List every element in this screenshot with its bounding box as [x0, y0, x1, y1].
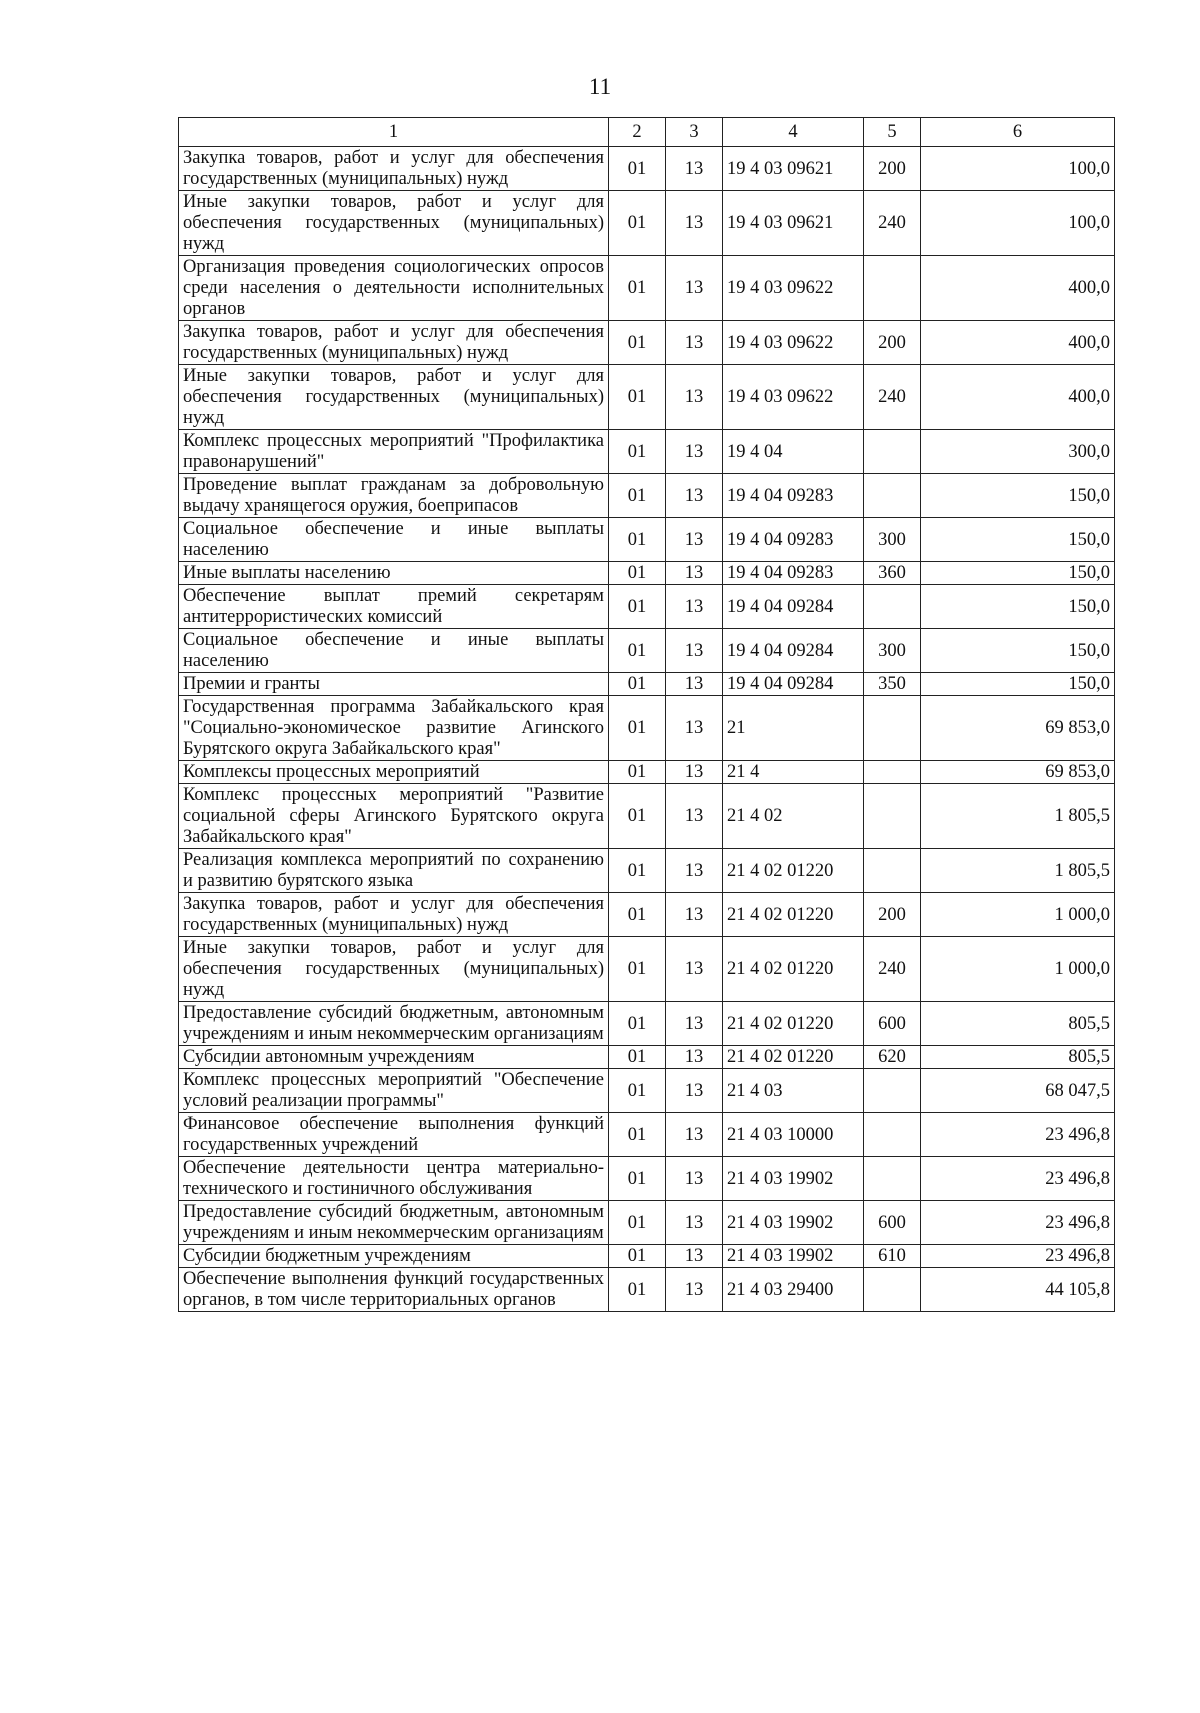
table-row: [179, 1201, 1115, 1245]
row-amount: 150,0: [921, 562, 1115, 585]
row-name: Комплекс процессных мероприятий "Развитие социальной сферы Агинского Бурятского округа Забайкальского края": [179, 784, 609, 849]
row-amount: 1 805,5: [921, 784, 1115, 849]
row-name: Премии и гранты: [179, 673, 609, 696]
row-expense-type: [864, 256, 921, 321]
row-expense-type: [864, 784, 921, 849]
row-subsection: 13: [666, 696, 723, 761]
row-target-code: 21 4 03: [723, 1069, 864, 1113]
column-header: 4: [723, 118, 864, 147]
row-target-code: 19 4 04 09283: [723, 474, 864, 518]
row-subsection: 13: [666, 1069, 723, 1113]
row-subsection: 13: [666, 1046, 723, 1069]
row-subsection: 13: [666, 629, 723, 673]
row-expense-type: 610: [864, 1245, 921, 1268]
row-expense-type: [864, 1157, 921, 1201]
row-target-code: 19 4 03 09622: [723, 365, 864, 430]
row-name: Реализация комплекса мероприятий по сохранению и развитию бурятского языка: [179, 849, 609, 893]
row-name: Комплекс процессных мероприятий "Обеспечение условий реализации программы": [179, 1069, 609, 1113]
row-subsection: 13: [666, 893, 723, 937]
table-row: [179, 474, 1115, 518]
row-target-code: 21 4: [723, 761, 864, 784]
row-expense-type: 240: [864, 937, 921, 1002]
row-section: 01: [609, 761, 666, 784]
row-name: Иные выплаты населению: [179, 562, 609, 585]
table-row: [179, 256, 1115, 321]
row-section: 01: [609, 321, 666, 365]
row-target-code: 21 4 03 29400: [723, 1268, 864, 1312]
row-target-code: 19 4 04 09283: [723, 518, 864, 562]
row-section: 01: [609, 1201, 666, 1245]
row-subsection: 13: [666, 849, 723, 893]
row-section: 01: [609, 1157, 666, 1201]
row-target-code: 19 4 03 09622: [723, 321, 864, 365]
row-expense-type: [864, 474, 921, 518]
row-name: Закупка товаров, работ и услуг для обеспечения государственных (муниципальных) нужд: [179, 893, 609, 937]
row-subsection: 13: [666, 147, 723, 191]
row-amount: 150,0: [921, 474, 1115, 518]
row-section: 01: [609, 849, 666, 893]
row-name: Иные закупки товаров, работ и услуг для обеспечения государственных (муниципальных) нужд: [179, 937, 609, 1002]
row-expense-type: 600: [864, 1002, 921, 1046]
row-target-code: 21 4 02 01220: [723, 937, 864, 1002]
row-subsection: 13: [666, 191, 723, 256]
table-row: [179, 1157, 1115, 1201]
row-expense-type: 200: [864, 893, 921, 937]
table-row: [179, 1046, 1115, 1069]
row-subsection: 13: [666, 1201, 723, 1245]
row-amount: 150,0: [921, 518, 1115, 562]
row-subsection: 13: [666, 585, 723, 629]
row-amount: 400,0: [921, 321, 1115, 365]
table-row: [179, 430, 1115, 474]
row-target-code: 21 4 02 01220: [723, 893, 864, 937]
row-target-code: 19 4 03 09621: [723, 147, 864, 191]
table-row: [179, 365, 1115, 430]
table-row: [179, 784, 1115, 849]
row-amount: 23 496,8: [921, 1245, 1115, 1268]
header-row: [179, 118, 1115, 147]
row-amount: 68 047,5: [921, 1069, 1115, 1113]
row-name: Предоставление субсидий бюджетным, автономным учреждениям и иным некоммерческим организациям: [179, 1201, 609, 1245]
row-name: Субсидии бюджетным учреждениям: [179, 1245, 609, 1268]
row-section: 01: [609, 937, 666, 1002]
column-header: 1: [179, 118, 609, 147]
row-name: Проведение выплат гражданам за добровольную выдачу хранящегося оружия, боеприпасов: [179, 474, 609, 518]
row-expense-type: 300: [864, 629, 921, 673]
table-row: [179, 321, 1115, 365]
row-amount: 805,5: [921, 1046, 1115, 1069]
row-name: Обеспечение выполнения функций государственных органов, в том числе территориальных органов: [179, 1268, 609, 1312]
row-section: 01: [609, 673, 666, 696]
row-amount: 1 000,0: [921, 937, 1115, 1002]
row-name: Иные закупки товаров, работ и услуг для обеспечения государственных (муниципальных) нужд: [179, 191, 609, 256]
table-row: [179, 673, 1115, 696]
table-row: [179, 629, 1115, 673]
table-row: [179, 518, 1115, 562]
row-amount: 150,0: [921, 629, 1115, 673]
row-expense-type: 240: [864, 365, 921, 430]
row-amount: 1 805,5: [921, 849, 1115, 893]
row-expense-type: 240: [864, 191, 921, 256]
row-target-code: 21: [723, 696, 864, 761]
row-section: 01: [609, 1046, 666, 1069]
row-subsection: 13: [666, 518, 723, 562]
row-section: 01: [609, 784, 666, 849]
row-name: Обеспечение деятельности центра материально-технического и гостиничного обслуживания: [179, 1157, 609, 1201]
table-row: [179, 761, 1115, 784]
row-target-code: 19 4 04: [723, 430, 864, 474]
column-header: 5: [864, 118, 921, 147]
row-amount: 400,0: [921, 256, 1115, 321]
row-target-code: 21 4 02 01220: [723, 1002, 864, 1046]
column-header: 6: [921, 118, 1115, 147]
row-section: 01: [609, 474, 666, 518]
row-name: Закупка товаров, работ и услуг для обеспечения государственных (муниципальных) нужд: [179, 321, 609, 365]
row-name: Обеспечение выплат премий секретарям антитеррористических комиссий: [179, 585, 609, 629]
table-row: [179, 1002, 1115, 1046]
table-row: [179, 893, 1115, 937]
row-target-code: 21 4 03 19902: [723, 1201, 864, 1245]
page-number: 11: [588, 74, 612, 99]
row-section: 01: [609, 893, 666, 937]
row-expense-type: [864, 696, 921, 761]
row-amount: 1 000,0: [921, 893, 1115, 937]
row-target-code: 21 4 03 10000: [723, 1113, 864, 1157]
table-row: [179, 937, 1115, 1002]
row-subsection: 13: [666, 784, 723, 849]
row-expense-type: [864, 1113, 921, 1157]
budget-table: [178, 117, 1115, 1312]
row-section: 01: [609, 1069, 666, 1113]
row-amount: 100,0: [921, 191, 1115, 256]
row-name: Социальное обеспечение и иные выплаты населению: [179, 629, 609, 673]
row-amount: 44 105,8: [921, 1268, 1115, 1312]
row-section: 01: [609, 696, 666, 761]
row-target-code: 21 4 03 19902: [723, 1157, 864, 1201]
row-section: 01: [609, 518, 666, 562]
table-row: [179, 696, 1115, 761]
row-amount: 23 496,8: [921, 1113, 1115, 1157]
row-section: 01: [609, 191, 666, 256]
row-expense-type: [864, 1268, 921, 1312]
row-name: Закупка товаров, работ и услуг для обеспечения государственных (муниципальных) нужд: [179, 147, 609, 191]
row-expense-type: 200: [864, 321, 921, 365]
row-target-code: 19 4 04 09284: [723, 585, 864, 629]
row-section: 01: [609, 1245, 666, 1268]
row-name: Иные закупки товаров, работ и услуг для обеспечения государственных (муниципальных) нужд: [179, 365, 609, 430]
table-row: [179, 1069, 1115, 1113]
table-row: [179, 585, 1115, 629]
row-amount: 150,0: [921, 673, 1115, 696]
table-body: [179, 147, 1115, 1312]
row-name: Субсидии автономным учреждениям: [179, 1046, 609, 1069]
row-amount: 400,0: [921, 365, 1115, 430]
row-subsection: 13: [666, 256, 723, 321]
row-amount: 69 853,0: [921, 761, 1115, 784]
row-expense-type: 300: [864, 518, 921, 562]
row-target-code: 19 4 04 09284: [723, 673, 864, 696]
row-subsection: 13: [666, 937, 723, 1002]
column-header: 3: [666, 118, 723, 147]
row-expense-type: 600: [864, 1201, 921, 1245]
table-row: [179, 1245, 1115, 1268]
row-name: Комплекс процессных мероприятий "Профилактика правонарушений": [179, 430, 609, 474]
row-target-code: 19 4 04 09283: [723, 562, 864, 585]
row-section: 01: [609, 1113, 666, 1157]
row-expense-type: [864, 585, 921, 629]
row-subsection: 13: [666, 761, 723, 784]
row-expense-type: 200: [864, 147, 921, 191]
row-amount: 100,0: [921, 147, 1115, 191]
row-section: 01: [609, 256, 666, 321]
row-expense-type: 360: [864, 562, 921, 585]
row-target-code: 21 4 02: [723, 784, 864, 849]
row-section: 01: [609, 585, 666, 629]
table-row: [179, 849, 1115, 893]
row-expense-type: [864, 761, 921, 784]
row-target-code: 19 4 03 09622: [723, 256, 864, 321]
row-expense-type: [864, 430, 921, 474]
row-target-code: 21 4 03 19902: [723, 1245, 864, 1268]
row-subsection: 13: [666, 474, 723, 518]
row-name: Социальное обеспечение и иные выплаты населению: [179, 518, 609, 562]
row-section: 01: [609, 629, 666, 673]
row-amount: 805,5: [921, 1002, 1115, 1046]
row-expense-type: [864, 849, 921, 893]
table-row: [179, 1113, 1115, 1157]
row-name: Финансовое обеспечение выполнения функций государственных учреждений: [179, 1113, 609, 1157]
row-section: 01: [609, 1268, 666, 1312]
row-subsection: 13: [666, 321, 723, 365]
row-target-code: 21 4 02 01220: [723, 1046, 864, 1069]
row-subsection: 13: [666, 562, 723, 585]
row-expense-type: 620: [864, 1046, 921, 1069]
row-name: Комплексы процессных мероприятий: [179, 761, 609, 784]
row-amount: 23 496,8: [921, 1157, 1115, 1201]
row-amount: 300,0: [921, 430, 1115, 474]
row-subsection: 13: [666, 1245, 723, 1268]
row-amount: 150,0: [921, 585, 1115, 629]
row-name: Государственная программа Забайкальского края "Социально-экономическое развитие Агинского Бурятского округа Забайкальского края": [179, 696, 609, 761]
row-subsection: 13: [666, 1268, 723, 1312]
table-row: [179, 562, 1115, 585]
row-name: Предоставление субсидий бюджетным, автономным учреждениям и иным некоммерческим организациям: [179, 1002, 609, 1046]
row-amount: 23 496,8: [921, 1201, 1115, 1245]
row-subsection: 13: [666, 365, 723, 430]
row-target-code: 21 4 02 01220: [723, 849, 864, 893]
row-target-code: 19 4 04 09284: [723, 629, 864, 673]
row-section: 01: [609, 1002, 666, 1046]
row-section: 01: [609, 365, 666, 430]
table-row: [179, 1268, 1115, 1312]
row-section: 01: [609, 430, 666, 474]
row-subsection: 13: [666, 1113, 723, 1157]
row-section: 01: [609, 562, 666, 585]
row-subsection: 13: [666, 430, 723, 474]
table-row: [179, 191, 1115, 256]
row-amount: 69 853,0: [921, 696, 1115, 761]
row-section: 01: [609, 147, 666, 191]
row-subsection: 13: [666, 1002, 723, 1046]
row-subsection: 13: [666, 1157, 723, 1201]
row-expense-type: [864, 1069, 921, 1113]
row-expense-type: 350: [864, 673, 921, 696]
row-target-code: 19 4 03 09621: [723, 191, 864, 256]
table-row: [179, 147, 1115, 191]
row-name: Организация проведения социологических опросов среди населения о деятельности исполнительных органов: [179, 256, 609, 321]
column-header: 2: [609, 118, 666, 147]
row-subsection: 13: [666, 673, 723, 696]
